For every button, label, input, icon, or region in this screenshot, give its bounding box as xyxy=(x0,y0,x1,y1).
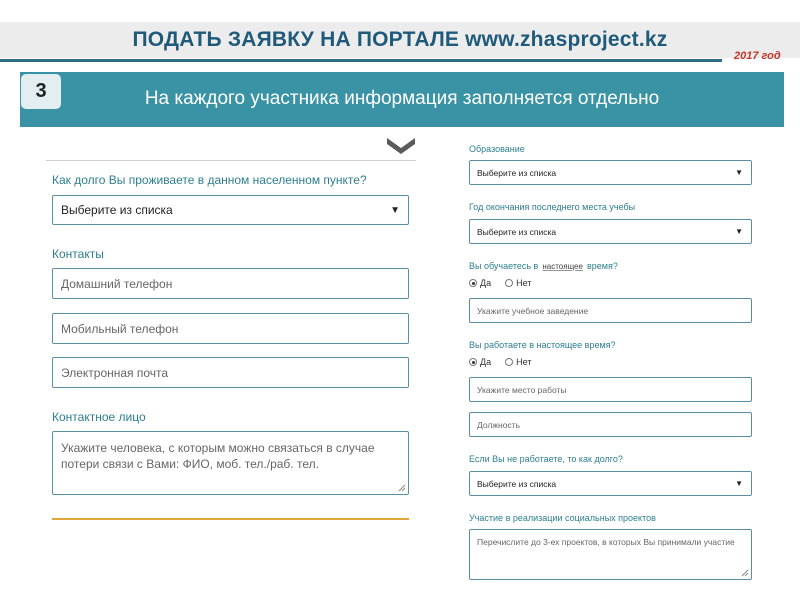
residence-select[interactable] xyxy=(52,195,409,225)
studying-label-b: настоящее xyxy=(542,261,583,271)
banner-text: На каждого участника информация заполняется отдельно xyxy=(144,88,660,109)
graduation-label: Год окончания последнего места учебы xyxy=(469,202,636,212)
not-working-select-value: Выберите из списка xyxy=(477,478,557,489)
resize-handle-icon[interactable] xyxy=(398,484,406,492)
residence-select-value: Выберите из списка xyxy=(61,203,173,217)
not-working-select[interactable] xyxy=(469,471,752,496)
projects-label: Участие в реализации социальных проектов xyxy=(469,513,656,523)
studying-radio-group xyxy=(469,278,545,288)
working-no-option[interactable] xyxy=(505,357,531,367)
contacts-label: Контакты xyxy=(52,247,104,261)
studying-no-label: Нет xyxy=(516,278,532,288)
projects-textarea[interactable] xyxy=(469,529,752,580)
contact-person-label: Контактное лицо xyxy=(52,410,146,424)
workplace-placeholder: Укажите место работы xyxy=(477,384,567,395)
resize-handle-icon[interactable] xyxy=(741,569,749,577)
residence-label: Как долго Вы проживаете в данном населенном пункте? xyxy=(52,173,367,187)
position-placeholder: Должность xyxy=(477,419,521,430)
studying-yes-option[interactable] xyxy=(469,278,491,288)
school-placeholder: Укажите учебное заведение xyxy=(477,305,589,316)
school-input[interactable] xyxy=(469,298,752,323)
working-radio-group xyxy=(469,357,545,367)
graduation-select-value: Выберите из списка xyxy=(477,226,557,237)
studying-label-a: Вы обучаетесь в xyxy=(469,261,539,271)
radio-empty-icon[interactable] xyxy=(505,358,513,366)
dropdown-arrow-icon: ▼ xyxy=(390,204,400,216)
working-yes-label: Да xyxy=(480,357,492,367)
radio-empty-icon[interactable] xyxy=(505,279,513,287)
mobile-phone-placeholder: Мобильный телефон xyxy=(61,321,179,336)
education-select-value: Выберите из списка xyxy=(477,167,557,178)
page-title: ПОДАТЬ ЗАЯВКУ НА ПОРТАЛЕ www.zhasproject.kz xyxy=(132,28,668,51)
education-select[interactable] xyxy=(469,160,752,185)
section-divider xyxy=(46,160,416,161)
not-working-label: Если Вы не работаете, то как долго? xyxy=(469,454,623,464)
email-input[interactable] xyxy=(52,357,409,388)
contact-person-textarea[interactable] xyxy=(52,431,409,495)
email-placeholder: Электронная почта xyxy=(61,365,169,380)
dropdown-arrow-icon: ▼ xyxy=(735,168,743,177)
studying-label-c: время? xyxy=(586,261,618,271)
radio-selected-icon[interactable] xyxy=(469,358,477,366)
studying-yes-label: Да xyxy=(480,278,492,288)
projects-placeholder: Перечислите до 3-ех проектов, в которых Вы принимали участие xyxy=(477,537,735,547)
mobile-phone-input[interactable] xyxy=(52,313,409,344)
step-number: 3 xyxy=(21,74,61,109)
chevron-down-icon xyxy=(385,134,417,156)
working-yes-option[interactable] xyxy=(469,357,491,367)
home-phone-input[interactable] xyxy=(52,268,409,299)
dropdown-arrow-icon: ▼ xyxy=(735,479,743,488)
graduation-select[interactable] xyxy=(469,219,752,244)
contact-person-placeholder: Укажите человека, с которым можно связаться в случае потери связи с Вами: ФИО, моб. тел./раб. тел. xyxy=(61,441,375,472)
working-no-label: Нет xyxy=(516,357,532,367)
education-label: Образование xyxy=(469,144,525,154)
studying-label xyxy=(469,261,618,271)
position-input[interactable] xyxy=(469,412,752,437)
home-phone-placeholder: Домашний телефон xyxy=(61,276,173,291)
dropdown-arrow-icon: ▼ xyxy=(735,227,743,236)
studying-no-option[interactable] xyxy=(505,278,531,288)
workplace-input[interactable] xyxy=(469,377,752,402)
year-label: 2017 год xyxy=(734,50,781,62)
title-underline xyxy=(0,59,722,62)
section-end-rule xyxy=(52,518,409,520)
working-label: Вы работаете в настоящее время? xyxy=(469,340,616,350)
radio-selected-icon[interactable] xyxy=(469,279,477,287)
